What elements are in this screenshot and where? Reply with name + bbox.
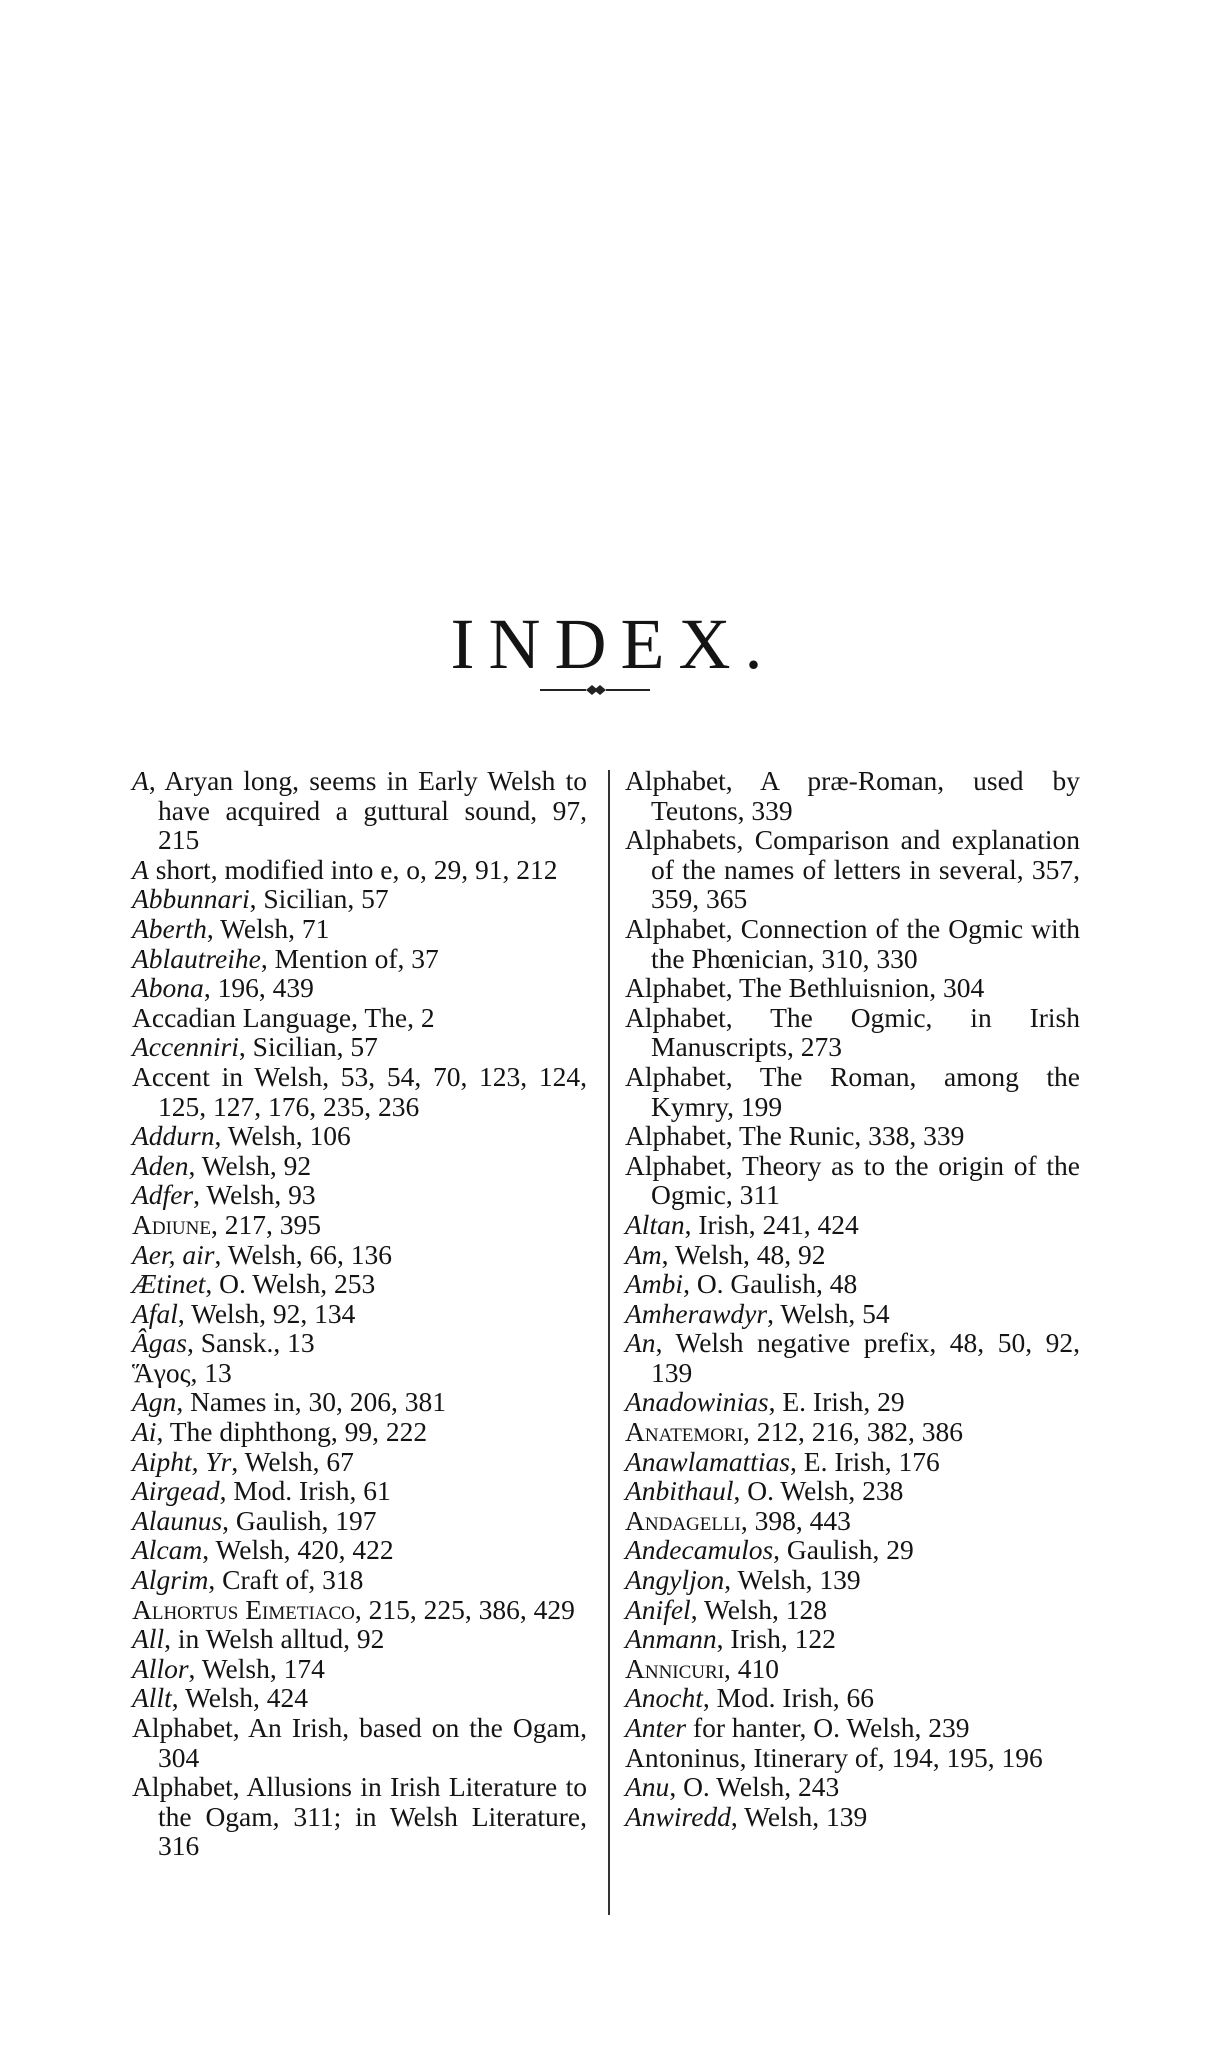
entry-headword: Anmann	[625, 1623, 717, 1655]
entry-headword: Anwiredd	[625, 1800, 731, 1832]
entry-text: , Aryan long, seems in Early Welsh to have acquired a guttural sound, 97, 215	[148, 765, 587, 856]
title-ornament	[540, 680, 650, 700]
entry-text: , Welsh, 92	[188, 1149, 312, 1181]
entry-headword: Ablautreihe	[132, 942, 261, 974]
entry-headword-smallcaps: Andagelli	[625, 1504, 741, 1536]
page-title: INDEX.	[450, 604, 777, 685]
entry-text: for hanter, O. Welsh, 239	[686, 1712, 970, 1743]
index-entry	[132, 855, 587, 885]
entry-headword: Anawlamattias	[625, 1445, 791, 1477]
index-entry	[132, 1417, 587, 1447]
entry-text: , Welsh, 139	[730, 1800, 868, 1832]
index-entry	[132, 1713, 587, 1772]
index-entry	[625, 1772, 1080, 1802]
entry-text: , 215, 225, 386, 429	[354, 1593, 575, 1625]
index-entry	[132, 1595, 587, 1625]
entry-headword: Anter	[625, 1712, 687, 1743]
entry-text: , Welsh, 67	[231, 1445, 354, 1477]
entry-headword: Anifel	[625, 1593, 691, 1625]
entry-headword: Altan	[625, 1208, 685, 1240]
entry-headword: Ai	[132, 1416, 157, 1448]
entry-text: , Welsh, 92, 134	[177, 1297, 356, 1329]
index-entry	[625, 1003, 1080, 1062]
index-entry	[625, 1299, 1080, 1329]
index-entry	[625, 914, 1080, 973]
entry-text: , E. Irish, 29	[768, 1386, 905, 1418]
index-entry	[132, 1683, 587, 1713]
index-entry	[132, 1180, 587, 1210]
index-entry	[625, 1535, 1080, 1565]
index-entry	[625, 1654, 1080, 1684]
entry-text: , Welsh, 174	[188, 1652, 325, 1684]
entry-text: , Mod. Irish, 61	[219, 1475, 391, 1507]
entry-headword: Ambi	[625, 1268, 684, 1300]
index-entry	[625, 1121, 1080, 1151]
index-entry	[625, 1151, 1080, 1210]
index-entry	[625, 1506, 1080, 1536]
entry-text: , O. Welsh, 243	[669, 1771, 840, 1803]
entry-headword: Adfer	[132, 1179, 194, 1211]
entry-text: , Craft of, 318	[208, 1564, 364, 1596]
entry-text: Alphabet, Allusions in Irish Literature to the Ogam, 311; in Welsh Literature, 316	[132, 1771, 587, 1862]
column-divider	[608, 770, 610, 1915]
index-entry	[132, 1565, 587, 1595]
entry-text: Alphabet, The Ogmic, in Irish Manuscripts, 273	[625, 1001, 1080, 1063]
index-entry	[625, 1269, 1080, 1299]
index-entry	[625, 1476, 1080, 1506]
entry-text: , 196, 439	[203, 972, 314, 1004]
index-entry	[625, 1595, 1080, 1625]
index-right-column	[625, 766, 1080, 1831]
entry-text: Alphabet, Connection of the Ogmic with the Phœnician, 310, 330	[625, 912, 1080, 974]
index-entry	[625, 1743, 1080, 1773]
entry-text: , Welsh negative prefix, 48, 50, 92, 139	[651, 1327, 1080, 1388]
entry-headword: Allt	[132, 1682, 172, 1714]
index-entry	[625, 825, 1080, 914]
index-entry	[132, 1506, 587, 1536]
entry-headword: Abbunnari	[132, 883, 250, 915]
entry-headword: Anadowinias	[625, 1386, 769, 1418]
index-entry	[132, 766, 587, 855]
index-entry	[132, 1210, 587, 1240]
entry-headword: Aipht, Yr	[132, 1445, 232, 1477]
index-entry	[625, 1683, 1080, 1713]
entry-text: , Welsh, 139	[724, 1564, 861, 1596]
entry-text: , O. Gaulish, 48	[683, 1268, 858, 1300]
entry-text: short, modified into e, o, 29, 91, 212	[148, 853, 558, 885]
index-left-column	[132, 766, 587, 1861]
entry-headword-smallcaps: Annicuri	[625, 1652, 725, 1684]
entry-text: Ἅγος, 13	[132, 1356, 232, 1388]
entry-text: , 410	[724, 1652, 780, 1684]
index-entry	[625, 766, 1080, 825]
entry-text: , in Welsh alltud, 92	[164, 1623, 385, 1655]
entry-headword: A	[132, 853, 149, 885]
entry-headword: Afal	[132, 1297, 178, 1329]
entry-text: , 217, 395	[210, 1208, 321, 1240]
entry-headword: Allor	[132, 1652, 189, 1684]
index-entry	[132, 1358, 587, 1388]
entry-headword: All	[132, 1623, 165, 1655]
entry-text: , Gaulish, 29	[773, 1534, 914, 1566]
entry-text: Accent in Welsh, 53, 54, 70, 123, 124, 125, 127, 176, 235, 236	[132, 1060, 587, 1122]
index-entry	[625, 973, 1080, 1003]
entry-text: , Irish, 241, 424	[684, 1208, 859, 1240]
entry-text: , Mention of, 37	[260, 942, 439, 974]
entry-headword-smallcaps: Anatemori	[625, 1416, 744, 1448]
index-entry	[132, 1447, 587, 1477]
entry-headword: Am	[625, 1238, 662, 1270]
index-entry	[132, 1032, 587, 1062]
entry-headword: Aberth	[132, 912, 207, 944]
index-entry	[132, 1476, 587, 1506]
entry-headword: Aer, air	[132, 1238, 215, 1270]
entry-headword: Amherawdyr	[625, 1297, 768, 1329]
entry-headword: Algrim	[132, 1564, 209, 1596]
entry-text: Alphabet, An Irish, based on the Ogam, 304	[132, 1712, 587, 1773]
index-entry	[132, 1535, 587, 1565]
entry-headword: An	[625, 1327, 656, 1359]
index-entry	[132, 1387, 587, 1417]
index-entry	[132, 1151, 587, 1181]
entry-text: , Sansk., 13	[187, 1327, 315, 1359]
entry-text: , Mod. Irish, 66	[702, 1682, 875, 1714]
entry-text: , Welsh, 420, 422	[202, 1534, 394, 1566]
entry-text: , Welsh, 128	[690, 1593, 827, 1625]
index-entry	[625, 1387, 1080, 1417]
entry-text: , O. Welsh, 253	[205, 1268, 376, 1300]
entry-text: , Sicilian, 57	[238, 1031, 378, 1063]
index-entry	[625, 1624, 1080, 1654]
index-entry	[625, 1062, 1080, 1121]
entry-text: , Irish, 122	[716, 1623, 836, 1655]
index-entry	[132, 1003, 587, 1033]
entry-text: , Welsh, 424	[171, 1682, 309, 1714]
index-entry	[132, 1240, 587, 1270]
entry-text: , Gaulish, 197	[222, 1504, 377, 1536]
entry-headword: Airgead	[132, 1475, 220, 1507]
entry-headword: Anu	[625, 1771, 670, 1803]
entry-text: Alphabet, The Roman, among the Kymry, 199	[625, 1060, 1080, 1122]
index-entry	[625, 1802, 1080, 1832]
index-entry	[625, 1447, 1080, 1477]
entry-text: , 212, 216, 382, 386	[743, 1416, 964, 1448]
entry-text: , Welsh, 54	[767, 1297, 890, 1329]
entry-headword-smallcaps: Alhortus Eimetiaco	[132, 1593, 355, 1625]
index-entry	[132, 1062, 587, 1121]
index-entry	[132, 914, 587, 944]
entry-text: , The diphthong, 99, 222	[156, 1416, 428, 1448]
index-entry	[625, 1210, 1080, 1240]
entry-text: , Sicilian, 57	[249, 883, 389, 915]
entry-headword: Andecamulos	[625, 1534, 774, 1566]
entry-text: Alphabet, Theory as to the origin of the Ogmic, 311	[625, 1149, 1080, 1211]
entry-headword: Aden	[132, 1149, 189, 1181]
entry-headword: Âgas	[132, 1327, 187, 1359]
entry-text: , Welsh, 71	[206, 912, 330, 944]
entry-text: Alphabet, A præ-Roman, used by Teutons, 339	[625, 765, 1080, 826]
index-entry	[132, 944, 587, 974]
index-entry	[132, 1624, 587, 1654]
index-entry	[132, 1328, 587, 1358]
index-entry	[625, 1328, 1080, 1387]
entry-headword: Agn	[132, 1386, 177, 1418]
index-entry	[132, 884, 587, 914]
index-entry	[625, 1240, 1080, 1270]
entry-text: , Welsh, 93	[193, 1179, 316, 1211]
entry-headword: Alcam	[132, 1534, 203, 1566]
entry-text: Accadian Language, The, 2	[132, 1001, 435, 1033]
index-entry	[132, 1121, 587, 1151]
index-entry	[132, 1772, 587, 1861]
entry-text: , Welsh, 106	[214, 1120, 351, 1152]
entry-headword: Anocht	[625, 1682, 703, 1714]
index-entry	[132, 1299, 587, 1329]
index-entry	[132, 1654, 587, 1684]
entry-text: , E. Irish, 176	[790, 1445, 940, 1477]
entry-headword: Addurn	[132, 1120, 215, 1152]
entry-text: Alphabet, The Bethluisnion, 304	[625, 972, 985, 1004]
entry-text: , Names in, 30, 206, 381	[176, 1386, 446, 1418]
index-entry	[132, 1269, 587, 1299]
entry-headword: Anbithaul	[625, 1475, 734, 1507]
entry-text: Alphabet, The Runic, 338, 339	[625, 1120, 965, 1152]
index-entry	[625, 1565, 1080, 1595]
entry-text: Antoninus, Itinerary of, 194, 195, 196	[625, 1741, 1043, 1773]
entry-headword: A	[132, 765, 149, 796]
entry-headword: Abona	[132, 972, 204, 1004]
entry-headword-smallcaps: Adiune	[132, 1208, 211, 1240]
entry-text: , 398, 443	[740, 1504, 851, 1536]
entry-headword: Angyljon	[625, 1564, 725, 1596]
index-entry	[625, 1417, 1080, 1447]
entry-headword: Accenniri	[132, 1031, 239, 1063]
entry-text: , Welsh, 66, 136	[214, 1238, 393, 1270]
index-entry	[132, 973, 587, 1003]
entry-headword: Ætinet	[132, 1268, 206, 1300]
index-entry	[625, 1713, 1080, 1743]
entry-text: Alphabets, Comparison and explanation of the names of letters in several, 357, 359, 365	[625, 824, 1080, 915]
entry-text: , O. Welsh, 238	[733, 1475, 904, 1507]
entry-text: , Welsh, 48, 92	[661, 1238, 826, 1270]
entry-headword: Alaunus	[132, 1504, 223, 1536]
